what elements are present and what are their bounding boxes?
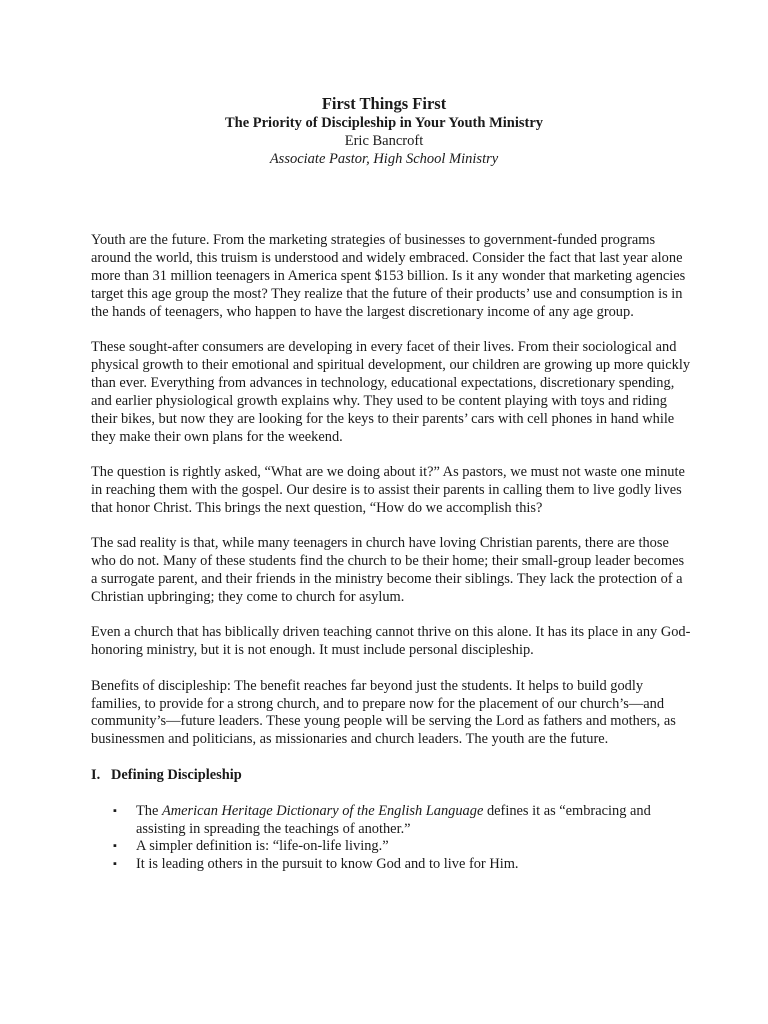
paragraph-intro: Youth are the future. From the marketing strategies of businesses to government-funded programs around the world, this truism is understood and widely embraced. Consider the fact that last year alone more than 31 million teenagers in America spent $153 billion. Is it any wonder that marketing agencies target this age group the most? They realize that the future of their products’ use and consumption is in the hands of teenagers, who happen to have the largest discretionary income of any age group. [91,232,686,320]
bullet-text: A simpler definition is: “life-on-life living.” [136,838,389,855]
dictionary-title: American Heritage Dictionary of the English Language [161,802,484,819]
section-number: I. [91,766,101,783]
paragraph-consumers: These sought-after consumers are developing in every facet of their lives. From their sociological and physical growth to their emotional and spiritual development, our children are growing up more quickly than ever. Everything from advances in technology, educational expectations, discretionary spending, and earlier physiological growth explains why. They used to be content playing with toys and riding their bikes, but now they are looking for the keys to their parents’ cars with cell phones in hand while they make their own plans for the weekend. [91,339,691,445]
bullet-text: It is leading others in the pursuit to know God and to live for Him. [136,856,519,873]
document-subtitle: The Priority of Discipleship in Your Youth Ministry [224,115,544,131]
list-item [113,856,691,874]
paragraph-benefits: Benefits of discipleship: The benefit reaches far beyond just the students. It helps to build godly families, to provide for a strong church, and to prepare now for the placement of our church’s—and community’s—future leaders. These young people will be serving the Lord as fathers and mothers, as businessmen and politicians, as missionaries and church leaders. The youth are the future. [91,677,676,748]
document-title: First Things First [321,94,447,113]
square-bullet-icon: ▪ [113,840,117,853]
paragraph-question: The question is rightly asked, “What are we doing about it?” As pastors, we must not waste one minute in reaching them with the gospel. Our desire is to assist their parents in calling them to live godly lives that honor Christ. This brings the next question, “How do we accomplish this? [91,463,685,516]
paragraph-teaching: Even a church that has biblically driven teaching cannot thrive on this alone. It has its place in any God-honoring ministry, but it is not enough. It must include personal discipleship. [91,624,691,659]
section-heading [91,767,691,785]
document-body [91,232,691,874]
document-header [0,94,768,168]
paragraph-sad-reality: The sad reality is that, while many teenagers in church have loving Christian parents, there are those who do not. Many of these students find the church to be their home; their small-group leader becomes a surrogate parent, and their friends in the ministry become their siblings. They lack the protection of a Christian upbringing; they come to church for asylum. [91,535,685,605]
author-role: Associate Pastor, High School Ministry [269,151,499,167]
bullet-text-post: defines it as “embracing and assisting in spreading the teachings of another.” [136,802,651,837]
definition-list [91,803,691,875]
section-title: Defining Discipleship [111,766,242,783]
square-bullet-icon: ▪ [113,804,117,817]
author-name: Eric Bancroft [344,133,424,149]
list-item [113,838,691,856]
list-item [113,803,691,839]
bullet-text-pre: The [136,802,162,819]
square-bullet-icon: ▪ [113,858,117,871]
